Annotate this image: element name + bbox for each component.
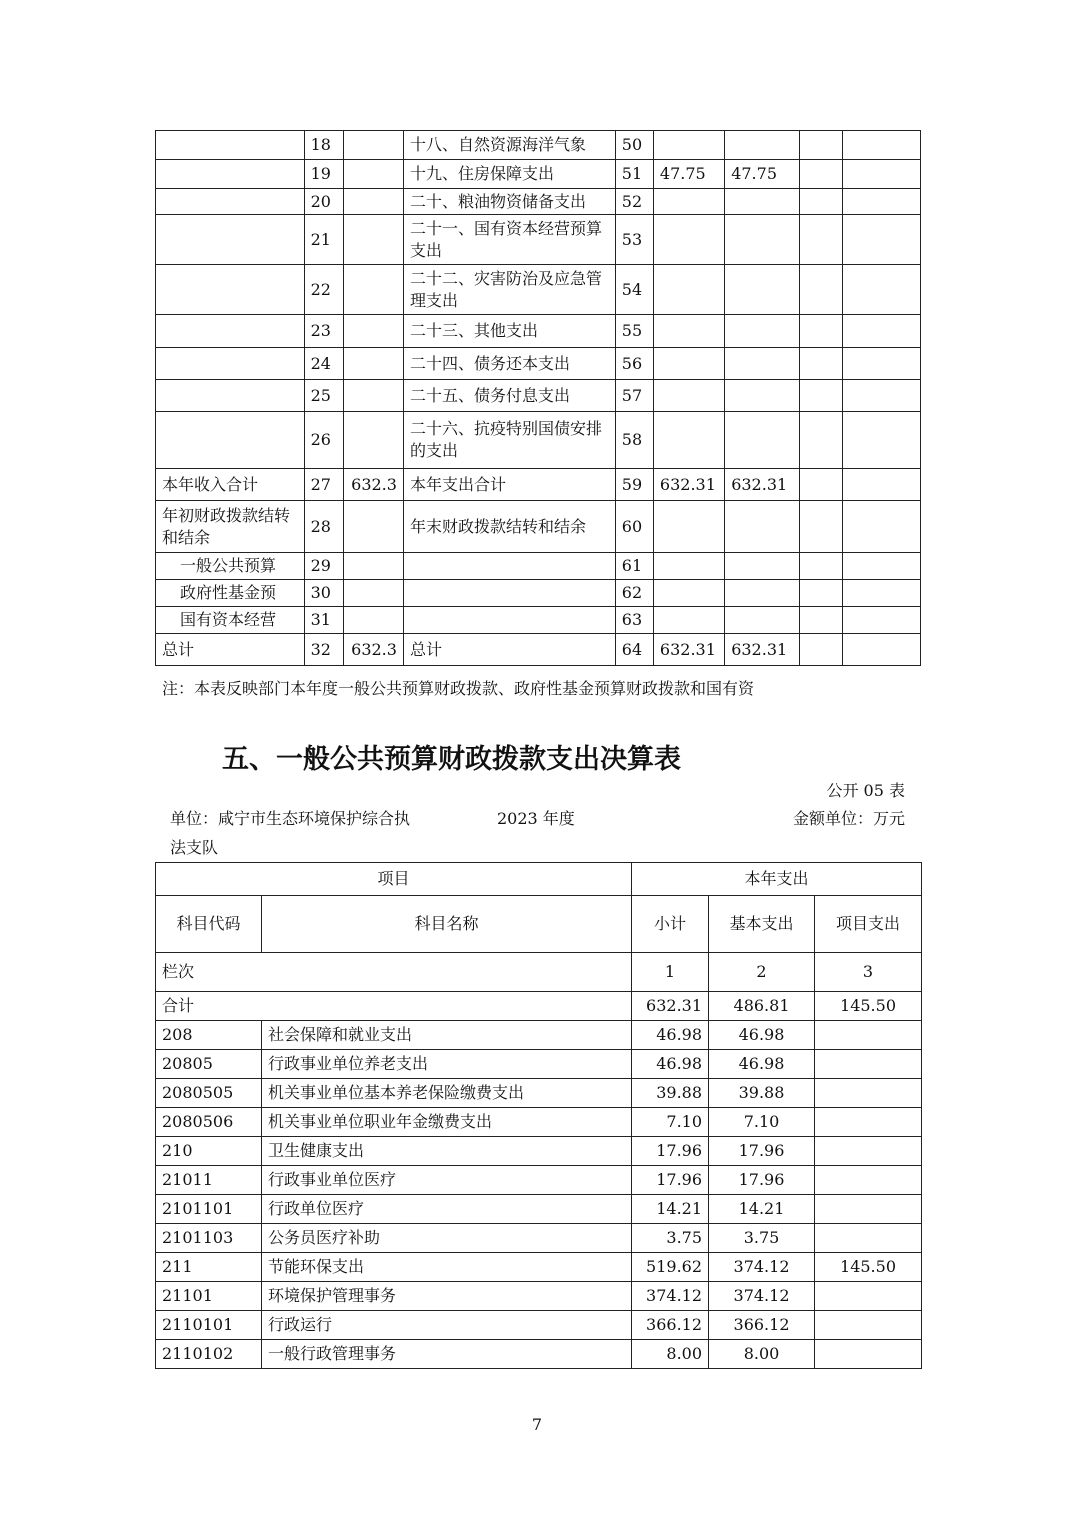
- expense-line-no: 62: [615, 580, 653, 607]
- income-item: 一般公共预算: [156, 553, 305, 580]
- expense-col-9: [842, 412, 920, 469]
- table-row: [156, 189, 921, 215]
- subtotal-cell: 39.88: [632, 1079, 709, 1108]
- income-item: [156, 131, 305, 160]
- expense-basic: [725, 607, 800, 634]
- subtotal-cell: 519.62: [632, 1253, 709, 1282]
- subject-code: 2110102: [156, 1340, 262, 1369]
- expense-col-9: [842, 131, 920, 160]
- header-name: 科目名称: [262, 896, 632, 953]
- table-row: [156, 1224, 922, 1253]
- expense-total: 632.31: [653, 634, 724, 666]
- expense-item: [403, 553, 615, 580]
- expense-col-8: [800, 607, 842, 634]
- basic-expense-cell: 46.98: [709, 1021, 815, 1050]
- table-row: [156, 1079, 922, 1108]
- expense-basic: [725, 265, 800, 315]
- expense-col-8: [800, 553, 842, 580]
- expense-line-no: 50: [615, 131, 653, 160]
- amount-unit: 金额单位：万元: [792, 809, 905, 828]
- income-amount: [343, 215, 403, 265]
- expense-item: [403, 607, 615, 634]
- expense-line-no: 58: [615, 412, 653, 469]
- expense-col-9: [842, 607, 920, 634]
- basic-expense-cell: 14.21: [709, 1195, 815, 1224]
- table-row: [156, 315, 921, 348]
- expense-col-9: [842, 469, 920, 501]
- income-item: 本年收入合计: [156, 469, 305, 501]
- expense-line-no: 63: [615, 607, 653, 634]
- expense-basic: 632.31: [725, 469, 800, 501]
- expense-col-8: [800, 160, 842, 189]
- expense-col-8: [800, 634, 842, 666]
- income-item: [156, 380, 305, 412]
- income-item: 总计: [156, 634, 305, 666]
- table-row: [156, 1253, 922, 1282]
- subtotal-cell: 374.12: [632, 1282, 709, 1311]
- income-item: 政府性基金预: [156, 580, 305, 607]
- subtotal-cell: 46.98: [632, 1021, 709, 1050]
- income-amount: [343, 580, 403, 607]
- subject-name: 一般行政管理事务: [262, 1340, 632, 1369]
- expense-item: 二十五、债务付息支出: [403, 380, 615, 412]
- table-note: 注：本表反映部门本年度一般公共预算财政拨款、政府性基金预算财政拨款和国有资: [162, 679, 755, 698]
- project-expense-cell: [815, 1021, 922, 1050]
- expense-col-9: [842, 580, 920, 607]
- income-line-no: 31: [304, 607, 343, 634]
- basic-expense-cell: 3.75: [709, 1224, 815, 1253]
- project-expense-cell: 145.50: [815, 1253, 922, 1282]
- expense-col-8: [800, 469, 842, 501]
- expense-col-9: [842, 553, 920, 580]
- header-subtotal: 小计: [632, 896, 709, 953]
- subject-name: 行政运行: [262, 1311, 632, 1340]
- expense-item: 年末财政拨款结转和结余: [403, 501, 615, 553]
- project-expense-cell: [815, 1311, 922, 1340]
- column-index-2: 2: [709, 953, 815, 992]
- subject-code: 2080506: [156, 1108, 262, 1137]
- expense-col-8: [800, 131, 842, 160]
- project-expense-cell: [815, 1137, 922, 1166]
- expense-total: [653, 189, 724, 215]
- header-basic: 基本支出: [709, 896, 815, 953]
- income-amount: [343, 553, 403, 580]
- subtotal-cell: 8.00: [632, 1340, 709, 1369]
- expense-item: 二十四、债务还本支出: [403, 348, 615, 380]
- expense-total: [653, 380, 724, 412]
- subject-name: 行政单位医疗: [262, 1195, 632, 1224]
- subject-name: 行政事业单位医疗: [262, 1166, 632, 1195]
- income-line-no: 19: [304, 160, 343, 189]
- income-item: [156, 315, 305, 348]
- form-number: 公开 05 表: [826, 781, 905, 800]
- subject-code: 211: [156, 1253, 262, 1282]
- page-number: 7: [531, 1415, 543, 1434]
- table-row: [156, 412, 921, 469]
- column-order-row: [156, 953, 922, 992]
- expense-item: 二十一、国有资本经营预算支出: [403, 215, 615, 265]
- expense-basic: [725, 412, 800, 469]
- expense-total: [653, 215, 724, 265]
- income-item: [156, 160, 305, 189]
- basic-expense-cell: 374.12: [709, 1253, 815, 1282]
- income-line-no: 24: [304, 348, 343, 380]
- subtotal-cell: 3.75: [632, 1224, 709, 1253]
- table-row: [156, 160, 921, 189]
- unit-label-continued: 法支队: [170, 838, 219, 857]
- basic-expense-cell: 374.12: [709, 1282, 815, 1311]
- income-line-no: 28: [304, 501, 343, 553]
- expense-col-9: [842, 348, 920, 380]
- income-line-no: 30: [304, 580, 343, 607]
- subject-code: 2110101: [156, 1311, 262, 1340]
- subject-name: 环境保护管理事务: [262, 1282, 632, 1311]
- table-row: [156, 580, 921, 607]
- income-item: [156, 412, 305, 469]
- income-line-no: 32: [304, 634, 343, 666]
- expense-total: [653, 265, 724, 315]
- table-row: [156, 553, 921, 580]
- expense-col-8: [800, 380, 842, 412]
- subject-name: 节能环保支出: [262, 1253, 632, 1282]
- total-basic: 486.81: [709, 992, 815, 1021]
- subject-code: 21011: [156, 1166, 262, 1195]
- expense-total: [653, 412, 724, 469]
- subtotal-cell: 366.12: [632, 1311, 709, 1340]
- expense-line-no: 61: [615, 553, 653, 580]
- header-code: 科目代码: [156, 896, 262, 953]
- income-item: 年初财政拨款结转和结余: [156, 501, 305, 553]
- fiscal-year: 2023 年度: [497, 809, 575, 828]
- basic-expense-cell: 39.88: [709, 1079, 815, 1108]
- total-subtotal: 632.31: [632, 992, 709, 1021]
- project-expense-cell: [815, 1224, 922, 1253]
- subject-name: 卫生健康支出: [262, 1137, 632, 1166]
- column-index-3: 3: [815, 953, 922, 992]
- table-row: [156, 501, 921, 553]
- subtotal-cell: 17.96: [632, 1166, 709, 1195]
- expense-line-no: 53: [615, 215, 653, 265]
- income-amount: [343, 160, 403, 189]
- expense-basic: [725, 215, 800, 265]
- expense-col-9: [842, 634, 920, 666]
- expense-total: [653, 315, 724, 348]
- income-line-no: 26: [304, 412, 343, 469]
- basic-expense-cell: 366.12: [709, 1311, 815, 1340]
- table-row: [156, 1282, 922, 1311]
- header-project: 项目: [156, 863, 632, 896]
- expense-basic: [725, 315, 800, 348]
- expense-basic: [725, 553, 800, 580]
- income-line-no: 23: [304, 315, 343, 348]
- expense-total: [653, 553, 724, 580]
- total-label: 合计: [156, 992, 632, 1021]
- income-amount: [343, 348, 403, 380]
- table-row: [156, 1340, 922, 1369]
- expense-line-no: 59: [615, 469, 653, 501]
- subject-code: 2101103: [156, 1224, 262, 1253]
- expense-basic: [725, 131, 800, 160]
- table-row: [156, 348, 921, 380]
- expense-basic: [725, 189, 800, 215]
- basic-expense-cell: 17.96: [709, 1166, 815, 1195]
- subtotal-cell: 17.96: [632, 1137, 709, 1166]
- project-expense-cell: [815, 1079, 922, 1108]
- income-line-no: 25: [304, 380, 343, 412]
- income-item: [156, 215, 305, 265]
- expense-basic: 632.31: [725, 634, 800, 666]
- income-expense-table: [155, 130, 921, 666]
- expense-col-8: [800, 412, 842, 469]
- expense-line-no: 60: [615, 501, 653, 553]
- expense-item: 二十二、灾害防治及应急管理支出: [403, 265, 615, 315]
- subject-name: 公务员医疗补助: [262, 1224, 632, 1253]
- project-expense-cell: [815, 1050, 922, 1079]
- subject-name: 机关事业单位基本养老保险缴费支出: [262, 1079, 632, 1108]
- expense-col-9: [842, 380, 920, 412]
- subheader-row: [156, 896, 922, 953]
- income-line-no: 21: [304, 215, 343, 265]
- table-row: [156, 634, 921, 666]
- expense-line-no: 51: [615, 160, 653, 189]
- expense-basic: [725, 580, 800, 607]
- expense-basic: [725, 348, 800, 380]
- income-amount: [343, 315, 403, 348]
- expense-line-no: 64: [615, 634, 653, 666]
- table-row: [156, 1021, 922, 1050]
- income-amount: [343, 501, 403, 553]
- total-row: [156, 992, 922, 1021]
- expense-item: 二十六、抗疫特别国债安排的支出: [403, 412, 615, 469]
- income-item: [156, 189, 305, 215]
- section-title: 五、一般公共预算财政拨款支出决算表: [222, 744, 681, 775]
- expense-item: [403, 580, 615, 607]
- subject-code: 210: [156, 1137, 262, 1166]
- subtotal-cell: 46.98: [632, 1050, 709, 1079]
- income-amount: [343, 380, 403, 412]
- expense-col-9: [842, 215, 920, 265]
- expense-total: [653, 348, 724, 380]
- expense-total: [653, 580, 724, 607]
- income-amount: [343, 412, 403, 469]
- income-item: [156, 348, 305, 380]
- expense-col-9: [842, 189, 920, 215]
- total-project: 145.50: [815, 992, 922, 1021]
- expense-total: [653, 607, 724, 634]
- expense-total: [653, 501, 724, 553]
- expense-table: [155, 862, 922, 1369]
- subject-code: 21101: [156, 1282, 262, 1311]
- expense-line-no: 57: [615, 380, 653, 412]
- subject-name: 机关事业单位职业年金缴费支出: [262, 1108, 632, 1137]
- expense-line-no: 56: [615, 348, 653, 380]
- table-row: [156, 1195, 922, 1224]
- expense-col-8: [800, 265, 842, 315]
- basic-expense-cell: 8.00: [709, 1340, 815, 1369]
- column-index-1: 1: [632, 953, 709, 992]
- project-expense-cell: [815, 1282, 922, 1311]
- expense-item: 十九、住房保障支出: [403, 160, 615, 189]
- subject-code: 208: [156, 1021, 262, 1050]
- expense-item: 二十三、其他支出: [403, 315, 615, 348]
- header-current-year-expense: 本年支出: [632, 863, 922, 896]
- expense-line-no: 55: [615, 315, 653, 348]
- table-row: [156, 469, 921, 501]
- income-line-no: 20: [304, 189, 343, 215]
- income-item: 国有资本经营: [156, 607, 305, 634]
- income-amount: 632.3: [343, 469, 403, 501]
- subject-code: 2080505: [156, 1079, 262, 1108]
- expense-col-8: [800, 189, 842, 215]
- project-expense-cell: [815, 1340, 922, 1369]
- expense-col-8: [800, 215, 842, 265]
- expense-line-no: 52: [615, 189, 653, 215]
- expense-item: 本年支出合计: [403, 469, 615, 501]
- table-row: [156, 265, 921, 315]
- income-amount: [343, 131, 403, 160]
- expense-col-8: [800, 580, 842, 607]
- income-amount: [343, 265, 403, 315]
- basic-expense-cell: 17.96: [709, 1137, 815, 1166]
- expense-line-no: 54: [615, 265, 653, 315]
- expense-total: 632.31: [653, 469, 724, 501]
- project-expense-cell: [815, 1108, 922, 1137]
- unit-label: 单位：咸宁市生态环境保护综合执: [170, 809, 411, 828]
- expense-col-8: [800, 315, 842, 348]
- project-expense-cell: [815, 1166, 922, 1195]
- subject-name: 行政事业单位养老支出: [262, 1050, 632, 1079]
- income-amount: 632.3: [343, 634, 403, 666]
- expense-basic: [725, 380, 800, 412]
- table-row: [156, 1050, 922, 1079]
- subject-code: 20805: [156, 1050, 262, 1079]
- expense-col-9: [842, 501, 920, 553]
- column-order-label: 栏次: [156, 953, 632, 992]
- subject-code: 2101101: [156, 1195, 262, 1224]
- expense-col-8: [800, 348, 842, 380]
- subject-name: 社会保障和就业支出: [262, 1021, 632, 1050]
- subtotal-cell: 7.10: [632, 1108, 709, 1137]
- income-line-no: 22: [304, 265, 343, 315]
- income-line-no: 27: [304, 469, 343, 501]
- table-row: [156, 215, 921, 265]
- header-project-expense: 项目支出: [815, 896, 922, 953]
- expense-item: 总计: [403, 634, 615, 666]
- income-amount: [343, 607, 403, 634]
- income-amount: [343, 189, 403, 215]
- table-row: [156, 1137, 922, 1166]
- income-line-no: 29: [304, 553, 343, 580]
- header-row: [156, 863, 922, 896]
- table-row: [156, 1166, 922, 1195]
- table-row: [156, 1311, 922, 1340]
- expense-basic: [725, 501, 800, 553]
- table-row: [156, 131, 921, 160]
- table-row: [156, 1108, 922, 1137]
- expense-col-9: [842, 315, 920, 348]
- expense-col-9: [842, 265, 920, 315]
- project-expense-cell: [815, 1195, 922, 1224]
- income-item: [156, 265, 305, 315]
- expense-col-9: [842, 160, 920, 189]
- expense-basic: 47.75: [725, 160, 800, 189]
- expense-item: 十八、自然资源海洋气象: [403, 131, 615, 160]
- expense-total: [653, 131, 724, 160]
- subtotal-cell: 14.21: [632, 1195, 709, 1224]
- income-line-no: 18: [304, 131, 343, 160]
- basic-expense-cell: 7.10: [709, 1108, 815, 1137]
- expense-col-8: [800, 501, 842, 553]
- expense-item: 二十、粮油物资储备支出: [403, 189, 615, 215]
- expense-total: 47.75: [653, 160, 724, 189]
- basic-expense-cell: 46.98: [709, 1050, 815, 1079]
- table-row: [156, 607, 921, 634]
- table-row: [156, 380, 921, 412]
